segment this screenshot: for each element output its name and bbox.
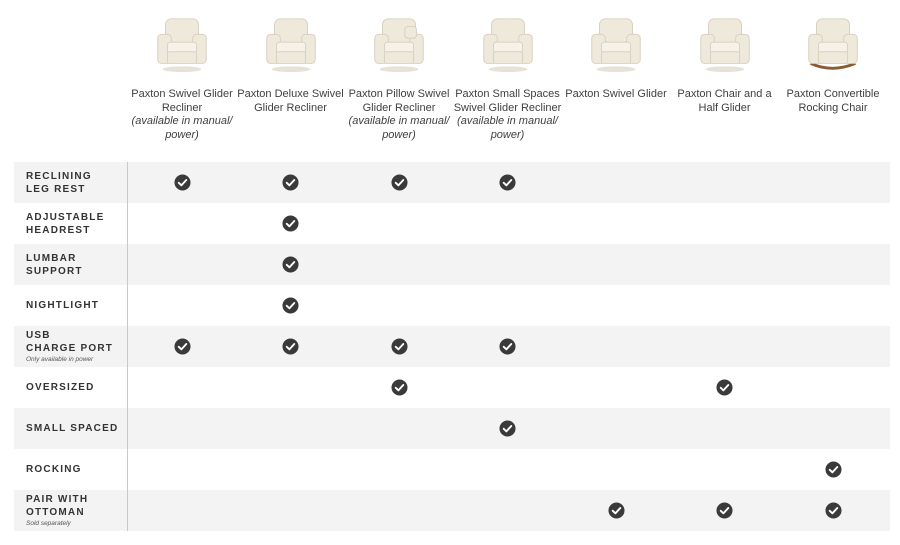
product-availability-note: (available in manual/ power) xyxy=(457,115,558,141)
check-icon xyxy=(237,244,345,285)
chair-image xyxy=(345,14,453,76)
feature-label: RECLINING LEG REST xyxy=(26,170,92,195)
check-icon xyxy=(671,490,779,531)
product-name: Paxton Chair and a Half Glider xyxy=(677,88,772,114)
feature-row xyxy=(14,408,890,449)
chair-image xyxy=(454,14,562,76)
check-icon xyxy=(345,367,453,408)
product-column-header xyxy=(345,0,453,162)
feature-label-cell xyxy=(26,203,136,244)
feature-label: SMALL SPACED xyxy=(26,423,119,434)
check-icon xyxy=(345,326,453,367)
product-name: Paxton Small Spaces Swivel Glider Recliner xyxy=(453,88,562,114)
feature-row xyxy=(14,244,890,285)
product-name: Paxton Swivel Glider xyxy=(565,88,667,100)
feature-row xyxy=(14,285,890,326)
feature-label: USB CHARGE PORT xyxy=(26,330,114,354)
feature-row xyxy=(14,326,890,367)
check-icon xyxy=(345,162,453,203)
check-icon xyxy=(237,203,345,244)
product-header-row xyxy=(128,0,888,162)
chair-image xyxy=(779,14,887,76)
feature-row xyxy=(14,490,890,531)
feature-comparison-table xyxy=(14,162,890,531)
product-column-header xyxy=(671,0,779,162)
feature-label-cell xyxy=(26,408,136,449)
feature-row xyxy=(14,449,890,490)
feature-label: OVERSIZED xyxy=(26,382,95,393)
feature-label-cell xyxy=(26,367,136,408)
feature-label: NIGHTLIGHT xyxy=(26,300,100,311)
check-icon xyxy=(237,285,345,326)
feature-label: LUMBAR SUPPORT xyxy=(26,252,83,277)
check-icon xyxy=(454,326,562,367)
feature-label: ADJUSTABLE HEADREST xyxy=(26,211,105,236)
product-column-header xyxy=(562,0,670,162)
column-divider xyxy=(127,162,128,531)
product-name: Paxton Pillow Swivel Glider Recliner xyxy=(348,88,450,114)
feature-label: ROCKING xyxy=(26,464,82,475)
check-icon xyxy=(237,326,345,367)
check-icon xyxy=(671,367,779,408)
chair-image xyxy=(128,14,236,76)
check-icon xyxy=(128,326,236,367)
feature-note: Sold separately xyxy=(26,520,71,527)
feature-row xyxy=(14,203,890,244)
feature-label-cell xyxy=(26,244,136,285)
product-column-header xyxy=(779,0,887,162)
chair-image xyxy=(562,14,670,76)
product-name: Paxton Swivel Glider Recliner xyxy=(131,88,233,114)
product-availability-note: (available in manual/ power) xyxy=(131,115,233,141)
check-icon xyxy=(454,162,562,203)
check-icon xyxy=(454,408,562,449)
chair-image xyxy=(671,14,779,76)
check-icon xyxy=(779,449,887,490)
product-name: Paxton Convertible Rocking Chair xyxy=(786,88,880,114)
check-icon xyxy=(562,490,670,531)
product-availability-note: (available in manual/ power) xyxy=(348,115,450,141)
product-column-header xyxy=(454,0,562,162)
feature-label-cell xyxy=(26,285,136,326)
chair-image xyxy=(237,14,345,76)
feature-row xyxy=(14,367,890,408)
feature-label-cell xyxy=(26,326,136,367)
feature-label-cell xyxy=(26,490,136,531)
feature-label-cell xyxy=(26,162,136,203)
product-name: Paxton Deluxe Swivel Glider Recliner xyxy=(237,88,344,114)
feature-row xyxy=(14,162,890,203)
product-column-header xyxy=(128,0,236,162)
feature-note: Only available in power xyxy=(26,356,94,363)
check-icon xyxy=(237,162,345,203)
check-icon xyxy=(128,162,236,203)
check-icon xyxy=(779,490,887,531)
product-column-header xyxy=(237,0,345,162)
feature-label: PAIR WITH OTTOMAN xyxy=(26,494,89,518)
feature-label-cell xyxy=(26,449,136,490)
